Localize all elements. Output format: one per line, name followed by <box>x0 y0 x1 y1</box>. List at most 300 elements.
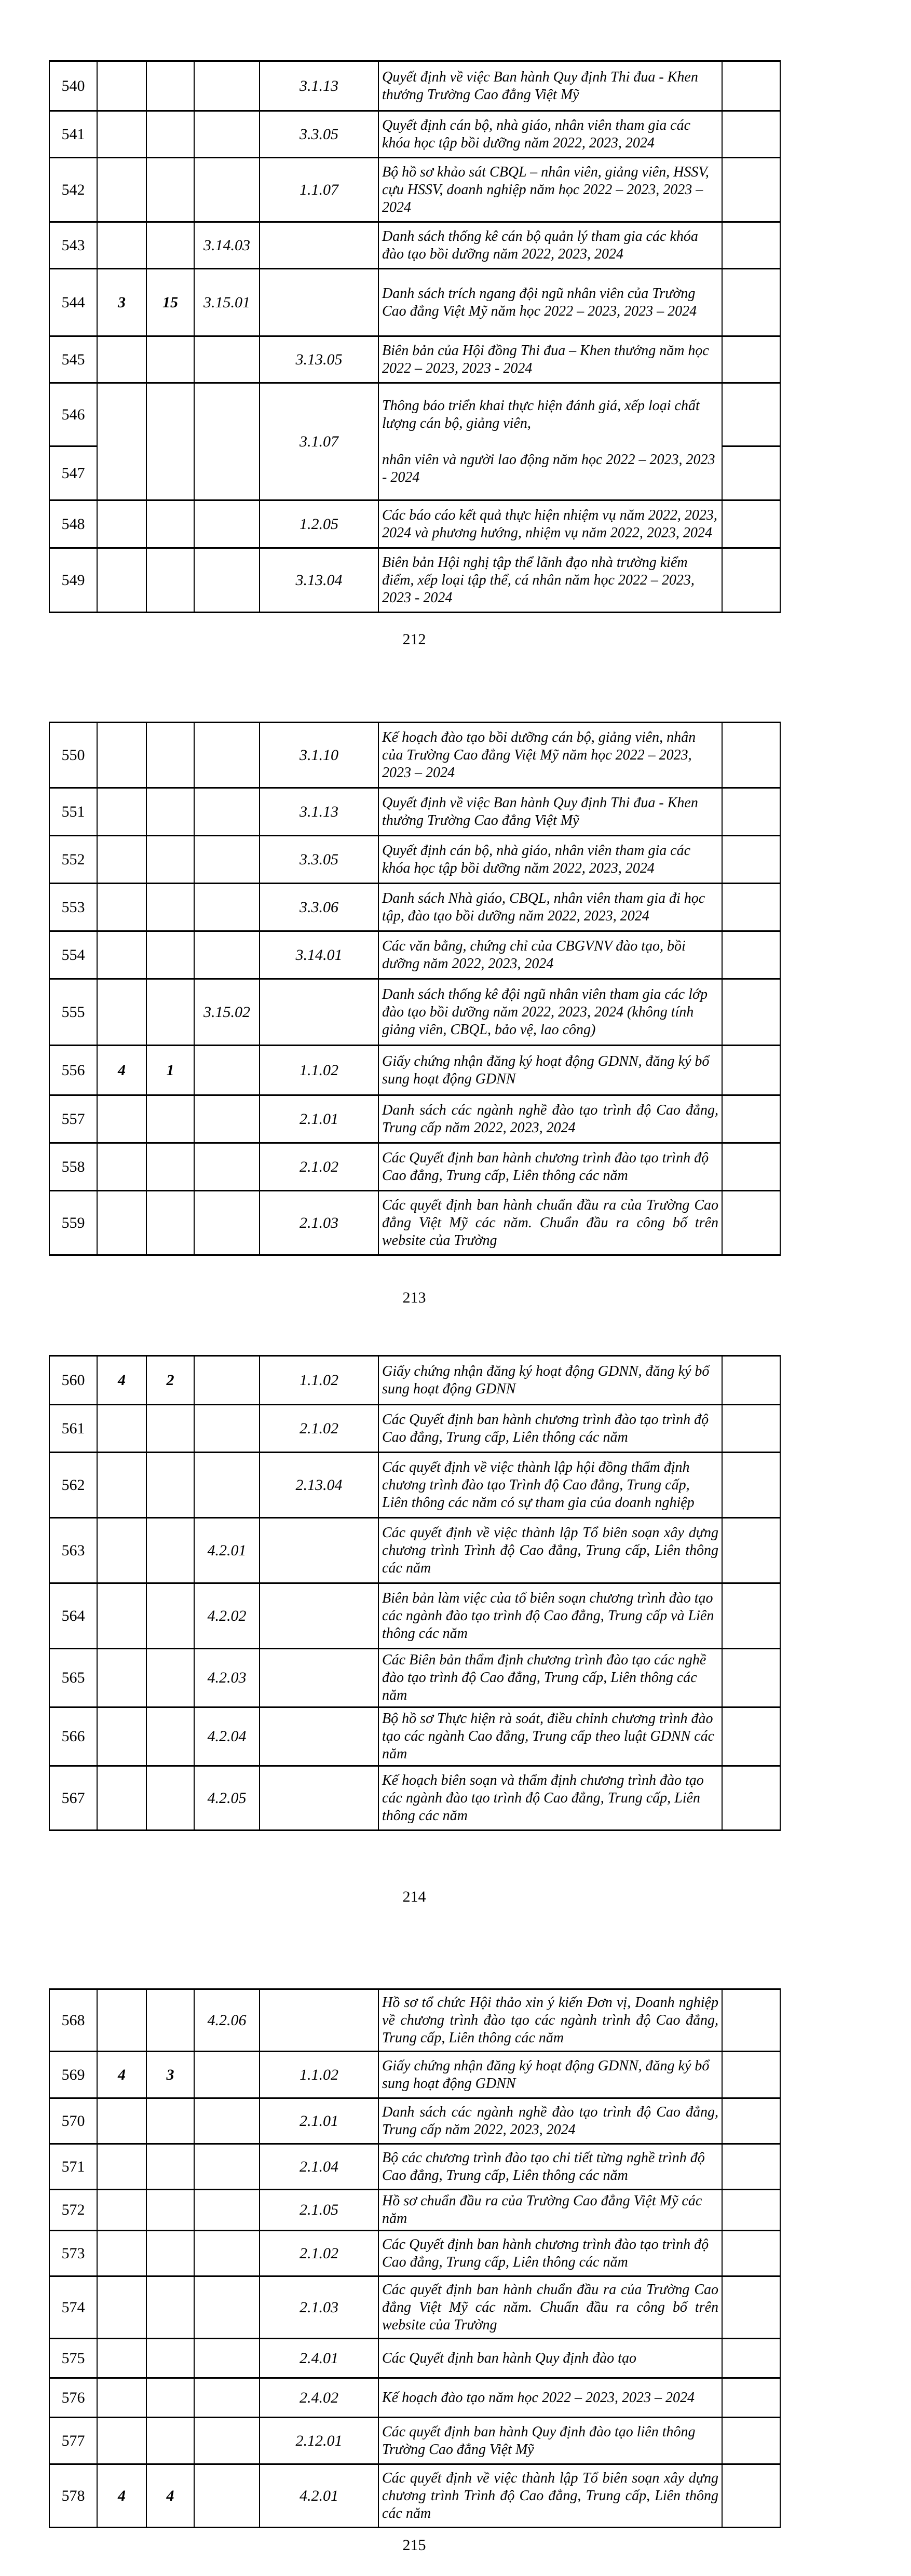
note-cell <box>722 222 780 269</box>
group-code-cell <box>194 1356 260 1405</box>
group-code-cell <box>194 500 260 548</box>
group-code-cell: 4.2.04 <box>194 1707 260 1766</box>
note-cell <box>722 1707 780 1766</box>
description-cell: Quyết định về việc Ban hành Quy định Thi đua - Khen thưởng Trường Cao đẳng Việt Mỹ <box>378 788 722 836</box>
row-number-cell: 551 <box>49 788 97 836</box>
criterion-cell <box>97 884 146 931</box>
group-code-cell <box>194 158 260 222</box>
sub-criterion-cell <box>146 158 194 222</box>
note-cell <box>722 788 780 836</box>
criterion-cell <box>97 1989 146 2052</box>
table-row <box>49 2378 780 2418</box>
sub-criterion-cell <box>146 1453 194 1518</box>
note-cell <box>722 446 780 500</box>
evidence-code-cell: 3.1.10 <box>260 723 378 788</box>
evidence-code-cell: 2.1.02 <box>260 2231 378 2276</box>
table-row <box>49 1707 780 1766</box>
table-row <box>49 1046 780 1095</box>
table-row <box>49 2190 780 2231</box>
table-row <box>49 111 780 158</box>
table-row <box>49 979 780 1046</box>
page-number: 215 <box>402 2537 426 2554</box>
evidence-code-cell: 2.1.02 <box>260 1143 378 1191</box>
document-page-214 <box>49 1355 780 1906</box>
note-cell <box>722 1143 780 1191</box>
evidence-code-cell: 2.4.01 <box>260 2339 378 2378</box>
row-number-cell: 549 <box>49 548 97 613</box>
row-number-cell: 565 <box>49 1649 97 1707</box>
table-row <box>49 222 780 269</box>
description-cell: Các quyết định về việc thành lập Tổ biên soạn xây dựng chương trình Trình độ Cao đẳng, Trung cấp, Liên thông các năm <box>378 1518 722 1583</box>
criterion-cell <box>97 2231 146 2276</box>
note-cell <box>722 1356 780 1405</box>
group-code-cell: 4.2.05 <box>194 1766 260 1831</box>
evidence-code-cell: 1.1.02 <box>260 2052 378 2098</box>
criterion-cell <box>97 1518 146 1583</box>
group-code-cell <box>194 336 260 383</box>
row-number-cell: 578 <box>49 2464 97 2528</box>
evidence-code-cell <box>260 1518 378 1583</box>
note-cell <box>722 269 780 336</box>
criterion-cell: 3 <box>97 269 146 336</box>
group-code-cell <box>194 2339 260 2378</box>
table-row <box>49 2231 780 2276</box>
description-cell: Quyết định cán bộ, nhà giáo, nhân viên tham gia các khóa học tập bồi dưỡng năm 2022, 2023, 2024 <box>378 111 722 158</box>
group-code-cell: 3.14.03 <box>194 222 260 269</box>
criterion-cell <box>97 723 146 788</box>
sub-criterion-cell <box>146 836 194 884</box>
note-cell <box>722 383 780 446</box>
table-row <box>49 158 780 222</box>
group-code-cell <box>194 1046 260 1095</box>
criterion-cell <box>97 1766 146 1831</box>
row-number-cell: 550 <box>49 723 97 788</box>
criterion-cell <box>97 931 146 979</box>
evidence-table-page-212 <box>49 60 781 613</box>
page-number: 214 <box>402 1888 426 1905</box>
table-row <box>49 1191 780 1255</box>
row-number-cell: 570 <box>49 2098 97 2144</box>
group-code-cell <box>194 2464 260 2528</box>
evidence-code-cell: 2.13.04 <box>260 1453 378 1518</box>
criterion-cell <box>97 2418 146 2464</box>
note-cell <box>722 2339 780 2378</box>
description-cell: Hồ sơ chuẩn đầu ra của Trường Cao đẳng Việt Mỹ các năm <box>378 2190 722 2231</box>
criterion-cell <box>97 836 146 884</box>
description-cell: Bộ hồ sơ khảo sát CBQL – nhân viên, giảng viên, HSSV, cựu HSSV, doanh nghiệp năm học 2022 – 2023, 2023 – 2024 <box>378 158 722 222</box>
description-cell: Các văn bằng, chứng chỉ của CBGVNV đào tạo, bồi dưỡng năm 2022, 2023, 2024 <box>378 931 722 979</box>
note-cell <box>722 61 780 111</box>
description-cell: Giấy chứng nhận đăng ký hoạt động GDNN, đăng ký bổ sung hoạt động GDNN <box>378 1356 722 1405</box>
row-number-cell: 566 <box>49 1707 97 1766</box>
criterion-cell <box>97 2276 146 2339</box>
sub-criterion-cell <box>146 1583 194 1649</box>
group-code-cell <box>194 2276 260 2339</box>
note-cell <box>722 2464 780 2528</box>
row-number-cell: 544 <box>49 269 97 336</box>
table-row <box>49 931 780 979</box>
row-number-cell: 563 <box>49 1518 97 1583</box>
evidence-code-cell <box>260 1649 378 1707</box>
criterion-cell <box>97 1191 146 1255</box>
evidence-code-cell: 1.1.02 <box>260 1356 378 1405</box>
sub-criterion-cell <box>146 1095 194 1143</box>
row-number-cell: 543 <box>49 222 97 269</box>
criterion-cell <box>97 1649 146 1707</box>
description-cell: Các quyết định về việc thành lập Tổ biên soạn xây dựng chương trình Trình độ Cao đẳng, Trung cấp, Liên thông các năm <box>378 2464 722 2528</box>
description-cell: Các Quyết định ban hành chương trình đào tạo trình độ Cao đẳng, Trung cấp, Liên thông các năm <box>378 2231 722 2276</box>
description-cell: Giấy chứng nhận đăng ký hoạt động GDNN, đăng ký bổ sung hoạt động GDNN <box>378 2052 722 2098</box>
evidence-code-cell: 4.2.01 <box>260 2464 378 2528</box>
sub-criterion-cell <box>146 111 194 158</box>
note-cell <box>722 1766 780 1831</box>
sub-criterion-cell <box>146 1405 194 1453</box>
description-cell: Biên bản Hội nghị tập thể lãnh đạo nhà trường kiểm điểm, xếp loại tập thể, cá nhân năm học 2022 – 2023, 2023 - 2024 <box>378 548 722 613</box>
sub-criterion-cell <box>146 2190 194 2231</box>
criterion-cell <box>97 2144 146 2190</box>
table-row <box>49 2144 780 2190</box>
evidence-code-cell: 3.3.06 <box>260 884 378 931</box>
table-row <box>49 2464 780 2528</box>
criterion-cell <box>97 788 146 836</box>
table-row <box>49 1583 780 1649</box>
row-number-cell: 545 <box>49 336 97 383</box>
document-page-215 <box>49 1988 780 2554</box>
row-number-cell: 569 <box>49 2052 97 2098</box>
table-row <box>49 2276 780 2339</box>
evidence-code-cell: 3.13.05 <box>260 336 378 383</box>
group-code-cell: 3.15.01 <box>194 269 260 336</box>
evidence-code-cell <box>260 979 378 1046</box>
criterion-cell <box>97 383 146 500</box>
criterion-cell <box>97 336 146 383</box>
evidence-code-cell <box>260 1766 378 1831</box>
group-code-cell <box>194 2231 260 2276</box>
description-cell: Kế hoạch biên soạn và thẩm định chương trình đào tạo các ngành đào tạo trình độ Cao đẳng, Trung cấp, Liên thông các năm <box>378 1766 722 1831</box>
row-number-cell: 562 <box>49 1453 97 1518</box>
sub-criterion-cell <box>146 2276 194 2339</box>
note-cell <box>722 1583 780 1649</box>
table-row <box>49 1356 780 1405</box>
row-number-cell: 568 <box>49 1989 97 2052</box>
note-cell <box>722 979 780 1046</box>
note-cell <box>722 2418 780 2464</box>
row-number-cell: 557 <box>49 1095 97 1143</box>
evidence-code-cell <box>260 222 378 269</box>
evidence-code-cell: 2.12.01 <box>260 2418 378 2464</box>
evidence-code-cell: 3.3.05 <box>260 836 378 884</box>
sub-criterion-cell <box>146 2098 194 2144</box>
sub-criterion-cell <box>146 723 194 788</box>
group-code-cell <box>194 2378 260 2418</box>
criterion-cell: 4 <box>97 2052 146 2098</box>
row-number-cell: 574 <box>49 2276 97 2339</box>
row-number-cell: 554 <box>49 931 97 979</box>
criterion-cell <box>97 1405 146 1453</box>
evidence-code-cell: 1.1.02 <box>260 1046 378 1095</box>
row-number-cell: 572 <box>49 2190 97 2231</box>
sub-criterion-cell: 15 <box>146 269 194 336</box>
table-row <box>49 336 780 383</box>
description-cell: Biên bản của Hội đồng Thi đua – Khen thưởng năm học 2022 – 2023, 2023 - 2024 <box>378 336 722 383</box>
row-number-cell: 560 <box>49 1356 97 1405</box>
row-number-cell: 559 <box>49 1191 97 1255</box>
evidence-code-cell: 2.4.02 <box>260 2378 378 2418</box>
row-number-cell: 553 <box>49 884 97 931</box>
table-row <box>49 61 780 111</box>
note-cell <box>722 2378 780 2418</box>
table-row <box>49 836 780 884</box>
note-cell <box>722 1989 780 2052</box>
evidence-code-cell: 3.1.13 <box>260 788 378 836</box>
criterion-cell <box>97 500 146 548</box>
table-row <box>49 2339 780 2378</box>
table-row <box>49 788 780 836</box>
description-cell: Các Quyết định ban hành Quy định đào tạo <box>378 2339 722 2378</box>
evidence-code-cell: 2.1.03 <box>260 2276 378 2339</box>
description-cell <box>378 383 722 500</box>
description-paragraph: nhân viên và người lao động năm học 2022 – 2023, 2023 - 2024 <box>382 451 715 485</box>
description-cell: Giấy chứng nhận đăng ký hoạt động GDNN, đăng ký bổ sung hoạt động GDNN <box>378 1046 722 1095</box>
criterion-cell <box>97 1453 146 1518</box>
note-cell <box>722 2190 780 2231</box>
description-cell: Kế hoạch đào tạo năm học 2022 – 2023, 2023 – 2024 <box>378 2378 722 2418</box>
group-code-cell: 4.2.06 <box>194 1989 260 2052</box>
group-code-cell <box>194 1405 260 1453</box>
criterion-cell <box>97 2190 146 2231</box>
group-code-cell <box>194 836 260 884</box>
sub-criterion-cell <box>146 1707 194 1766</box>
sub-criterion-cell <box>146 2231 194 2276</box>
sub-criterion-cell: 2 <box>146 1356 194 1405</box>
row-number-cell: 548 <box>49 500 97 548</box>
table-row <box>49 723 780 788</box>
group-code-cell: 4.2.02 <box>194 1583 260 1649</box>
description-cell: Danh sách các ngành nghề đào tạo trình độ Cao đẳng, Trung cấp năm 2022, 2023, 2024 <box>378 2098 722 2144</box>
sub-criterion-cell <box>146 1989 194 2052</box>
sub-criterion-cell <box>146 1649 194 1707</box>
sub-criterion-cell <box>146 2144 194 2190</box>
document-page-213 <box>49 722 780 1307</box>
evidence-code-cell: 1.2.05 <box>260 500 378 548</box>
description-cell: Danh sách Nhà giáo, CBQL, nhân viên tham gia đi học tập, đào tạo bồi dưỡng năm 2022, 2023, 2024 <box>378 884 722 931</box>
evidence-table-page-215 <box>49 1988 781 2528</box>
group-code-cell <box>194 61 260 111</box>
table-row <box>49 383 780 446</box>
sub-criterion-cell <box>146 336 194 383</box>
sub-criterion-cell <box>146 1766 194 1831</box>
table-row <box>49 1143 780 1191</box>
note-cell <box>722 2052 780 2098</box>
row-number-cell: 558 <box>49 1143 97 1191</box>
sub-criterion-cell <box>146 979 194 1046</box>
table-row <box>49 1518 780 1583</box>
description-cell: Danh sách trích ngang đội ngũ nhân viên của Trường Cao đẳng Việt Mỹ năm học 2022 – 2023, 2023 – 2024 <box>378 269 722 336</box>
evidence-code-cell: 2.1.04 <box>260 2144 378 2190</box>
criterion-cell <box>97 61 146 111</box>
row-number-cell: 573 <box>49 2231 97 2276</box>
table-row <box>49 269 780 336</box>
group-code-cell <box>194 548 260 613</box>
sub-criterion-cell <box>146 2418 194 2464</box>
note-cell <box>722 2098 780 2144</box>
description-cell: Các Biên bản thẩm định chương trình đào tạo các nghề đào tạo trình độ Cao đẳng, Trung cấp, Liên thông các năm <box>378 1649 722 1707</box>
description-cell: Các quyết định ban hành chuẩn đầu ra của Trường Cao đẳng Việt Mỹ các năm. Chuẩn đầu ra công bố trên website của Trường <box>378 1191 722 1255</box>
description-cell: Quyết định cán bộ, nhà giáo, nhân viên tham gia các khóa học tập bồi dưỡng năm 2022, 2023, 2024 <box>378 836 722 884</box>
row-number-cell: 575 <box>49 2339 97 2378</box>
page-number: 213 <box>402 1289 426 1306</box>
note-cell <box>722 723 780 788</box>
evidence-code-cell: 2.1.03 <box>260 1191 378 1255</box>
group-code-cell <box>194 1095 260 1143</box>
evidence-code-cell: 2.1.05 <box>260 2190 378 2231</box>
table-row <box>49 1989 780 2052</box>
note-cell <box>722 931 780 979</box>
evidence-code-cell: 1.1.07 <box>260 158 378 222</box>
note-cell <box>722 2144 780 2190</box>
evidence-code-cell: 3.1.07 <box>260 383 378 500</box>
group-code-cell <box>194 383 260 500</box>
sub-criterion-cell <box>146 2339 194 2378</box>
sub-criterion-cell <box>146 1143 194 1191</box>
group-code-cell <box>194 2052 260 2098</box>
note-cell <box>722 500 780 548</box>
group-code-cell <box>194 884 260 931</box>
sub-criterion-cell <box>146 1191 194 1255</box>
description-cell: Các báo cáo kết quả thực hiện nhiệm vụ năm 2022, 2023, 2024 và phương hướng, nhiệm vụ năm 2022, 2023, 2024 <box>378 500 722 548</box>
criterion-cell <box>97 158 146 222</box>
description-cell: Bộ hồ sơ Thực hiện rà soát, điều chỉnh chương trình đào tạo các ngành Cao đẳng, Trung cấp theo luật GDNN các năm <box>378 1707 722 1766</box>
row-number-cell: 542 <box>49 158 97 222</box>
note-cell <box>722 1095 780 1143</box>
note-cell <box>722 158 780 222</box>
table-row <box>49 2052 780 2098</box>
sub-criterion-cell <box>146 61 194 111</box>
sub-criterion-cell <box>146 788 194 836</box>
evidence-code-cell: 3.1.13 <box>260 61 378 111</box>
table-row <box>49 1405 780 1453</box>
criterion-cell <box>97 1095 146 1143</box>
evidence-code-cell: 3.14.01 <box>260 931 378 979</box>
note-cell <box>722 836 780 884</box>
criterion-cell <box>97 2098 146 2144</box>
row-number-cell: 577 <box>49 2418 97 2464</box>
description-cell: Danh sách thống kê cán bộ quản lý tham gia các khóa đào tạo bồi dưỡng năm 2022, 2023, 2024 <box>378 222 722 269</box>
group-code-cell <box>194 788 260 836</box>
note-cell <box>722 1405 780 1453</box>
description-paragraph: Thông báo triển khai thực hiện đánh giá, xếp loại chất lượng cán bộ, giảng viên, <box>382 397 700 431</box>
table-row <box>49 2098 780 2144</box>
note-cell <box>722 884 780 931</box>
evidence-code-cell: 2.1.01 <box>260 1095 378 1143</box>
description-cell: Bộ các chương trình đào tạo chi tiết từng nghề trình độ Cao đẳng, Trung cấp, Liên thông các năm <box>378 2144 722 2190</box>
note-cell <box>722 336 780 383</box>
sub-criterion-cell <box>146 548 194 613</box>
note-cell <box>722 548 780 613</box>
note-cell <box>722 2231 780 2276</box>
sub-criterion-cell: 1 <box>146 1046 194 1095</box>
criterion-cell: 4 <box>97 2464 146 2528</box>
evidence-code-cell <box>260 1707 378 1766</box>
evidence-code-cell: 3.13.04 <box>260 548 378 613</box>
group-code-cell <box>194 1453 260 1518</box>
sub-criterion-cell <box>146 500 194 548</box>
criterion-cell: 4 <box>97 1046 146 1095</box>
description-cell: Hồ sơ tổ chức Hội thảo xin ý kiến Đơn vị, Doanh nghiệp về chương trình đào tạo các ngành trình độ Cao đẳng, Trung cấp, Liên thông các năm <box>378 1989 722 2052</box>
group-code-cell <box>194 2418 260 2464</box>
description-cell: Biên bản làm việc của tổ biên soạn chương trình đào tạo các ngành đào tạo trình độ Cao đẳng, Trung cấp và Liên thông các năm <box>378 1583 722 1649</box>
group-code-cell <box>194 1143 260 1191</box>
description-cell: Các quyết định về việc thành lập hội đồng thẩm định chương trình đào tạo Trình độ Cao đẳng, Trung cấp, Liên thông các năm có sự tham gia của doanh nghiệp <box>378 1453 722 1518</box>
row-number-cell: 576 <box>49 2378 97 2418</box>
page-number: 212 <box>402 631 426 648</box>
note-cell <box>722 1649 780 1707</box>
sub-criterion-cell <box>146 2378 194 2418</box>
row-number-cell: 567 <box>49 1766 97 1831</box>
row-number-cell: 541 <box>49 111 97 158</box>
criterion-cell: 4 <box>97 1356 146 1405</box>
table-row <box>49 884 780 931</box>
description-cell: Các Quyết định ban hành chương trình đào tạo trình độ Cao đẳng, Trung cấp, Liên thông các năm <box>378 1405 722 1453</box>
note-cell <box>722 1453 780 1518</box>
sub-criterion-cell <box>146 931 194 979</box>
description-cell: Các quyết định ban hành chuẩn đầu ra của Trường Cao đẳng Việt Mỹ các năm. Chuẩn đầu ra công bố trên website của Trường <box>378 2276 722 2339</box>
criterion-cell <box>97 1707 146 1766</box>
table-row <box>49 500 780 548</box>
group-code-cell: 3.15.02 <box>194 979 260 1046</box>
sub-criterion-cell <box>146 1518 194 1583</box>
description-cell: Danh sách các ngành nghề đào tạo trình độ Cao đẳng, Trung cấp năm 2022, 2023, 2024 <box>378 1095 722 1143</box>
group-code-cell <box>194 111 260 158</box>
row-number-cell: 561 <box>49 1405 97 1453</box>
table-row <box>49 1453 780 1518</box>
row-number-cell: 546 <box>49 383 97 446</box>
group-code-cell: 4.2.03 <box>194 1649 260 1707</box>
note-cell <box>722 1191 780 1255</box>
row-number-cell: 564 <box>49 1583 97 1649</box>
group-code-cell <box>194 723 260 788</box>
table-row <box>49 1649 780 1707</box>
description-cell: Kế hoạch đào tạo bồi dưỡng cán bộ, giảng viên, nhân của Trường Cao đẳng Việt Mỹ năm học 2022 – 2023, 2023 – 2024 <box>378 723 722 788</box>
row-number-cell: 555 <box>49 979 97 1046</box>
note-cell <box>722 1518 780 1583</box>
criterion-cell <box>97 548 146 613</box>
evidence-code-cell <box>260 1989 378 2052</box>
sub-criterion-cell <box>146 222 194 269</box>
table-row <box>49 1766 780 1831</box>
sub-criterion-cell <box>146 884 194 931</box>
group-code-cell <box>194 1191 260 1255</box>
criterion-cell <box>97 222 146 269</box>
evidence-code-cell <box>260 1583 378 1649</box>
sub-criterion-cell <box>146 383 194 500</box>
row-number-cell: 556 <box>49 1046 97 1095</box>
row-number-cell: 540 <box>49 61 97 111</box>
group-code-cell <box>194 2144 260 2190</box>
evidence-code-cell: 3.3.05 <box>260 111 378 158</box>
group-code-cell <box>194 2190 260 2231</box>
group-code-cell <box>194 931 260 979</box>
criterion-cell <box>97 979 146 1046</box>
description-cell: Danh sách thống kê đội ngũ nhân viên tham gia các lớp đào tạo bồi dưỡng năm 2022, 2023, 2024 (không tính giảng viên, CBQL, bảo vệ, lao công) <box>378 979 722 1046</box>
evidence-code-cell: 2.1.01 <box>260 2098 378 2144</box>
evidence-code-cell <box>260 269 378 336</box>
row-number-cell: 547 <box>49 446 97 500</box>
note-cell <box>722 1046 780 1095</box>
group-code-cell: 4.2.01 <box>194 1518 260 1583</box>
group-code-cell <box>194 2098 260 2144</box>
table-row <box>49 2418 780 2464</box>
